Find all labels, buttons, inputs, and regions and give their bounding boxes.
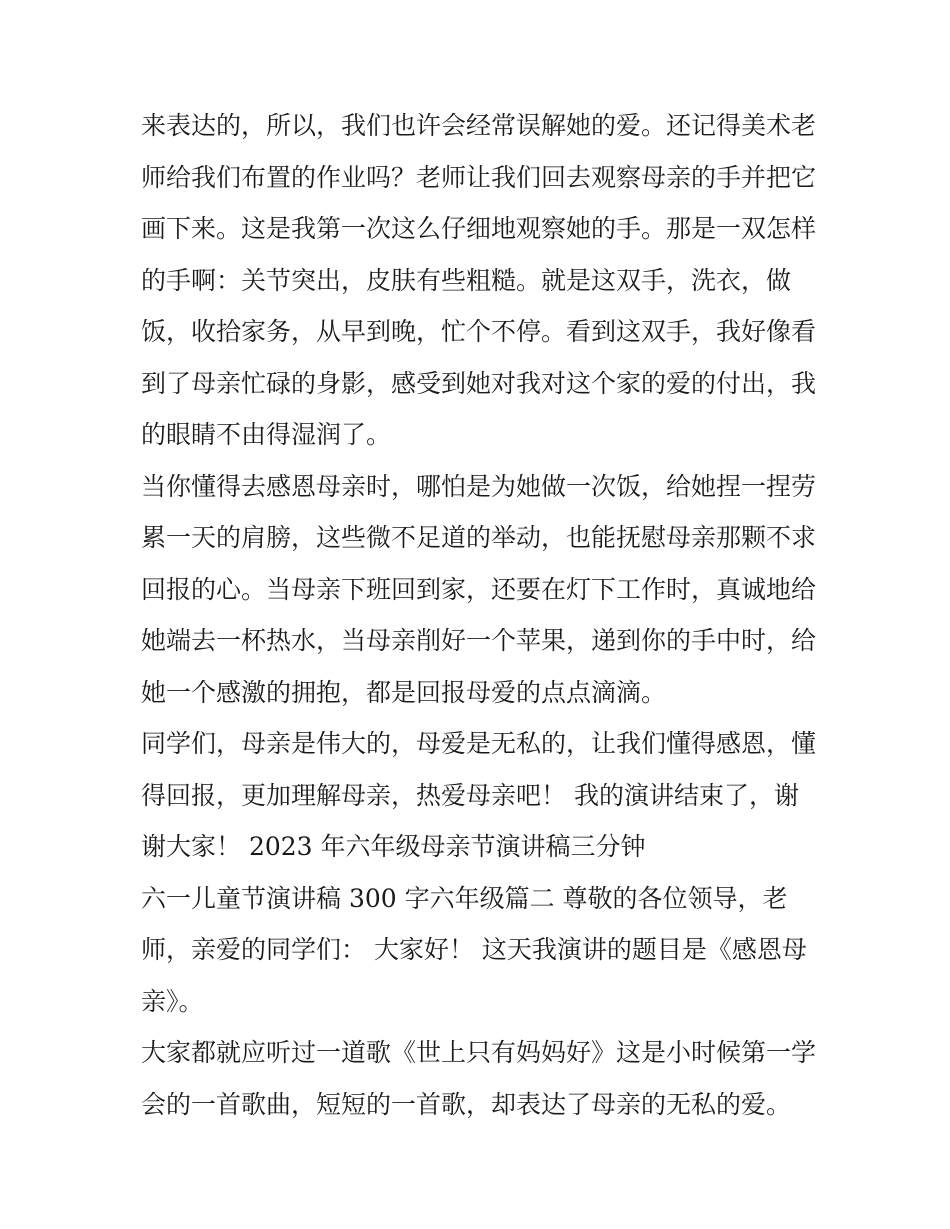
text-line: 饭，收拾家务，从早到晚，忙个不停。看到这双手，我好像看 [141, 317, 817, 346]
text-line: 来表达的，所以，我们也许会经常误解她的爱。还记得美术老 [141, 111, 817, 140]
text-line: 回报的心。当母亲下班回到家，还要在灯下工作时，真诚地给 [141, 574, 817, 604]
text-line: 的眼睛不由得湿润了。 [141, 420, 392, 449]
text-line: 到了母亲忙碌的身影，感受到她对我对这个家的爱的付出，我 [141, 368, 817, 398]
text-line: 的手啊：关节突出，皮肤有些粗糙。就是这双手，洗衣，做 [141, 265, 792, 295]
text-line: 同学们，母亲是伟大的，母爱是无私的，让我们懂得感恩，懂 [141, 729, 817, 758]
text-line: 谢大家！ 2023 年六年级母亲节演讲稿三分钟 [141, 832, 646, 861]
text-line: 六一儿童节演讲稿 300 字六年级篇二 尊敬的各位领导，老 [141, 883, 788, 913]
text-line: 会的一首歌曲，短短的一首歌，却表达了母亲的无私的爱。 [141, 1089, 792, 1119]
text-line: 师给我们布置的作业吗？老师让我们回去观察母亲的手并把它 [141, 162, 817, 192]
text-line: 当你懂得去感恩母亲时，哪怕是为她做一次饭，给她捏一捏劳 [141, 471, 817, 501]
text-line: 亲》。 [141, 986, 204, 1016]
text-line: 她一个感激的拥抱，都是回报母爱的点点滴滴。 [141, 677, 667, 707]
text-line: 得回报，更加理解母亲，热爱母亲吧！ 我的演讲结束了，谢 [141, 780, 799, 810]
text-line: 师，亲爱的同学们： 大家好！ 这天我演讲的题目是《感恩母 [141, 935, 807, 964]
text-line: 画下来。这是我第一次这么仔细地观察她的手。那是一双怎样 [141, 214, 817, 243]
body-text [141, 100, 831, 1130]
text-line: 大家都就应听过一道歌《世上只有妈妈好》这是小时候第一学 [141, 1038, 817, 1067]
text-line: 累一天的肩膀，这些微不足道的举动，也能抚慰母亲那颗不求 [141, 523, 817, 552]
text-line: 她端去一杯热水，当母亲削好一个苹果，递到你的手中时，给 [141, 626, 817, 655]
